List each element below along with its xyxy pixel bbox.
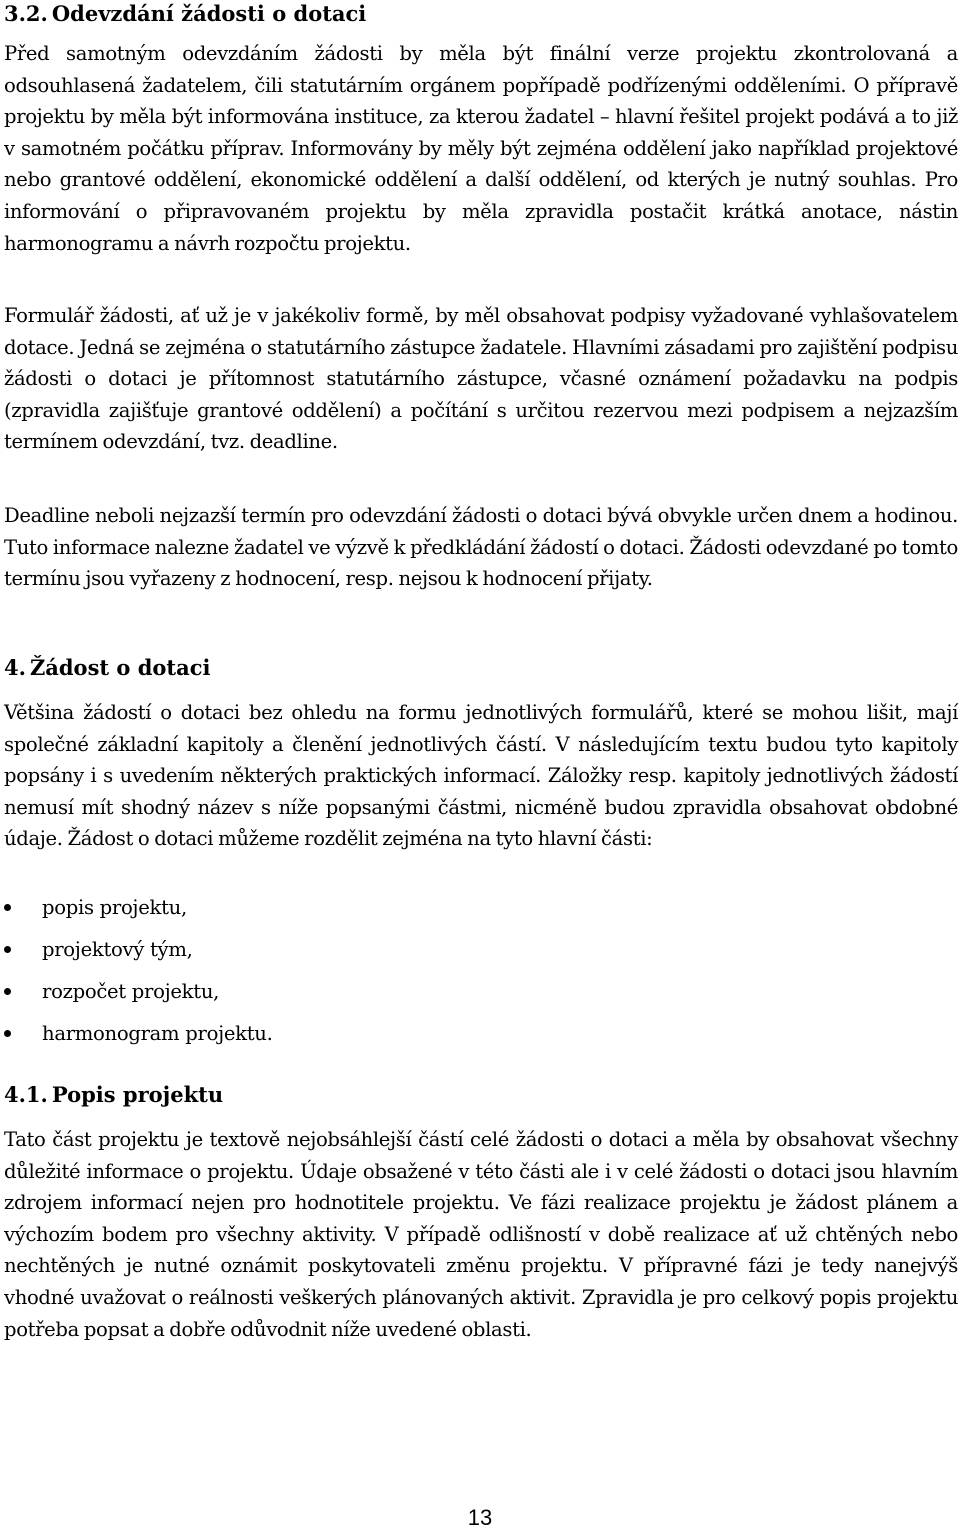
section-number: 3.2.	[4, 1, 48, 26]
paragraph-deadline	[4, 500, 958, 595]
bullet-icon	[4, 988, 11, 995]
bullet-icon	[4, 904, 11, 911]
bullet-icon	[4, 946, 11, 953]
list-item	[4, 939, 904, 960]
list-item-text: popis projektu,	[42, 896, 187, 919]
section-heading-4	[4, 654, 210, 682]
page-number: 13	[467, 1505, 493, 1530]
paragraph-submission-approval	[4, 38, 958, 259]
list-item	[4, 897, 904, 918]
section-title: Žádost o dotaci	[29, 655, 211, 680]
paragraph-signatures	[4, 300, 958, 458]
list-item-text: harmonogram projektu.	[42, 1022, 273, 1045]
paragraph-text: Deadline neboli nejzazší termín pro odevzdání žádosti o dotaci bývá obvykle určen dnem a hodinou. Tuto informace nalezne žadatel ve výzvě k předkládání žádostí o dotaci. Žádosti odevzdané po tomto termínu jsou vyřazeny z hodnocení, resp. nejsou k hodnocení přijaty.	[4, 504, 958, 591]
application-parts-list	[4, 897, 904, 1065]
section-number: 4.	[4, 655, 26, 680]
paragraph-text: Před samotným odevzdáním žádosti by měla být finální verze projektu zkontrolovaná a odsouhlasená žadatelem, čili statutárním orgánem popřípadě podřízenými odděleními. O přípravě projektu by měla být informována instituce, za kterou žadatel – hlavní řešitel projekt podává a to již v samotném počátku příprav. Informovány by měly být zejména oddělení jako například projektové nebo grantové oddělení, ekonomické oddělení a další oddělení, od kterých je nutný souhlas. Pro informování o připravovaném projektu by měla zpravidla postačit krátká anotace, nástin harmonogramu a návrh rozpočtu projektu.	[4, 42, 958, 255]
section-heading-3-2	[4, 0, 366, 28]
list-item	[4, 981, 904, 1002]
paragraph-text: Většina žádostí o dotaci bez ohledu na formu jednotlivých formulářů, které se mohou lišit, mají společné základní kapitoly a členění jednotlivých částí. V následujícím textu budou tyto kapitoly popsány i s uvedením některých praktických informací. Záložky resp. kapitoly jednotlivých žádostí nemusí mít shodný název s níže popsanými částmi, nicméně budou zpravidla obsahovat obdobné údaje. Žádost o dotaci můžeme rozdělit zejména na tyto hlavní části:	[4, 701, 958, 851]
section-title: Popis projektu	[51, 1082, 224, 1107]
bullet-icon	[4, 1030, 11, 1037]
list-item-text: projektový tým,	[42, 938, 193, 961]
paragraph-text: Formulář žádosti, ať už je v jakékoliv formě, by měl obsahovat podpisy vyžadované vyhlašovatelem dotace. Jedná se zejména o statutárního zástupce žadatele. Hlavními zásadami pro zajištění podpisu žádosti o dotaci je přítomnost statutárního zástupce, včasné oznámení požadavku na podpis (zpravidla zajišťuje grantové oddělení) a počítání s určitou rezervou mezi podpisem a nejzazším termínem odevzdání, tvz. deadline.	[4, 304, 958, 454]
paragraph-project-description	[4, 1124, 958, 1345]
section-heading-4-1	[4, 1081, 223, 1109]
section-number: 4.1.	[4, 1082, 48, 1107]
list-item-text: rozpočet projektu,	[42, 980, 220, 1003]
paragraph-text: Tato část projektu je textově nejobsáhlejší částí celé žádosti o dotaci a měla by obsahovat všechny důležité informace o projektu. Údaje obsažené v této části ale i v celé žádosti o dotaci jsou hlavním zdrojem informací nejen pro hodnotitele projektu. Ve fázi realizace projektu je žádost plánem a výchozím bodem pro všechny aktivity. V případě odlišností v době realizace ať už chtěných nebo nechtěných je nutné oznámit poskytovateli změnu projektu. V přípravné fázi je tedy nanejvýš vhodné uvažovat o reálnosti veškerých plánovaných aktivit. Zpravidla je pro celkový popis projektu potřeba popsat a dobře odůvodnit níže uvedené oblasti.	[4, 1128, 958, 1341]
section-title: Odevzdání žádosti o dotaci	[51, 1, 367, 26]
list-item	[4, 1023, 904, 1044]
paragraph-application-structure	[4, 697, 958, 855]
